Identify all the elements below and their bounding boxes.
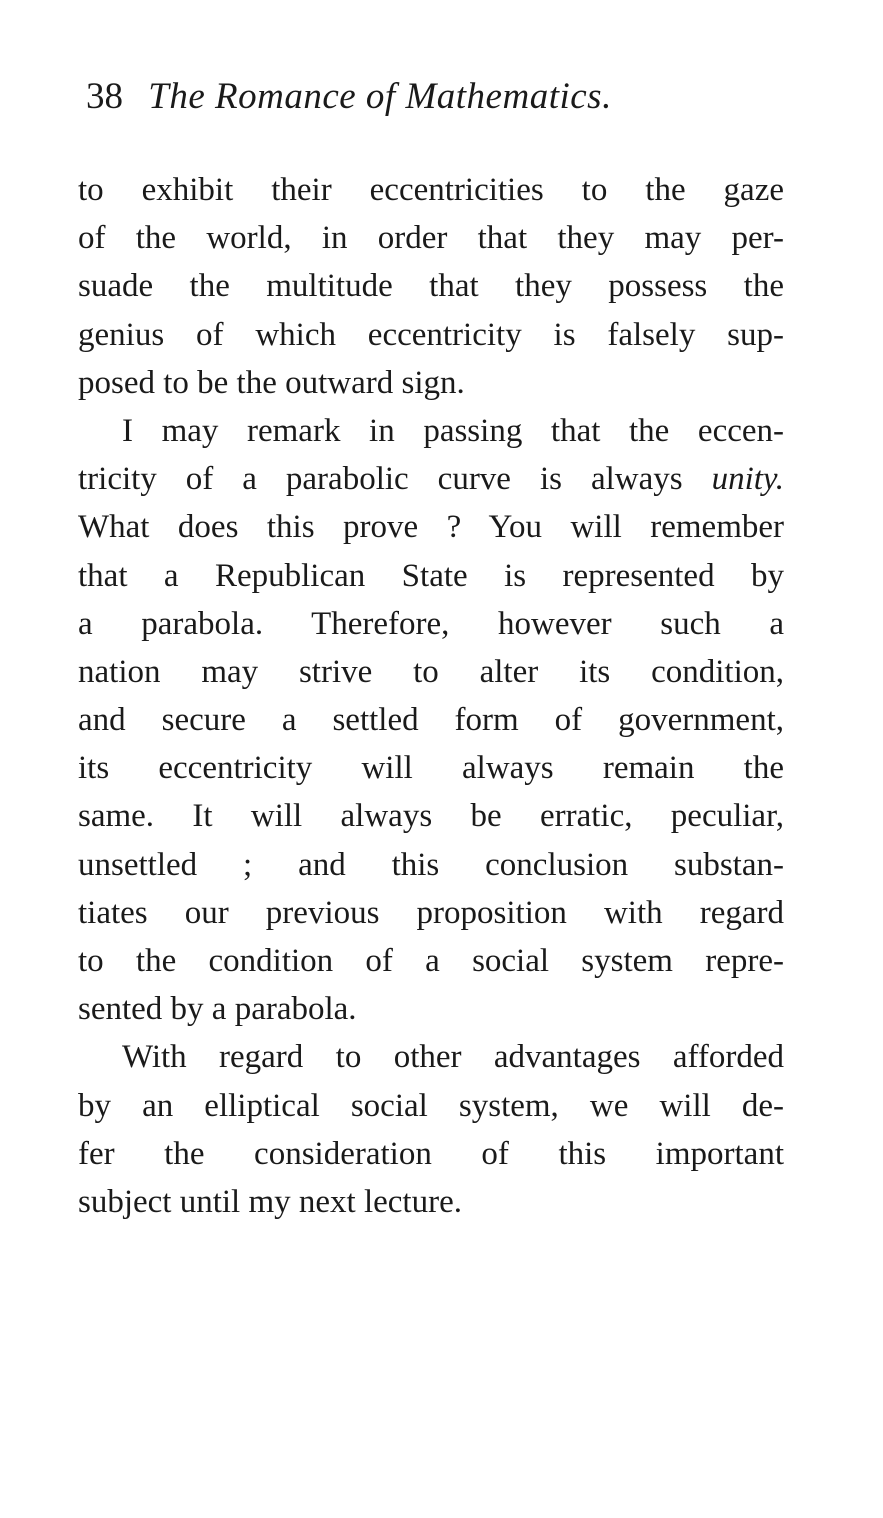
- text-line: its eccentricity will always remain the: [78, 750, 784, 787]
- text-line: tiates our previous proposition with regard: [78, 894, 784, 931]
- text-line: posed to be the outward sign.: [78, 364, 465, 401]
- text-line: fer the consideration of this important: [78, 1135, 784, 1172]
- paragraph-3: [78, 1033, 784, 1226]
- text-line: same. It will always be erratic, peculiar,: [78, 798, 784, 835]
- text-line: of the world, in order that they may per-: [78, 220, 784, 257]
- text-line-with-italic: [78, 455, 784, 503]
- text-line: to exhibit their eccentricities to the gaze: [78, 172, 784, 208]
- running-head: [86, 72, 786, 122]
- text-line: sented by a parabola.: [78, 991, 357, 1028]
- text-segment: tricity of a parabolic curve is always: [78, 461, 683, 498]
- text-line: unsettled ; and this conclusion substan-: [78, 846, 784, 883]
- running-title: The Romance of Mathematics.: [148, 76, 612, 117]
- body-text: [78, 166, 784, 1226]
- paragraph-1: [78, 166, 784, 407]
- text-line: What does this prove ? You will remember: [78, 509, 784, 546]
- text-line: nation may strive to alter its condition,: [78, 653, 784, 690]
- text-line: a parabola. Therefore, however such a: [78, 605, 784, 642]
- page-number: 38: [86, 76, 123, 117]
- italic-word: unity.: [711, 461, 784, 498]
- text-line: genius of which eccentricity is falsely sup-: [78, 316, 784, 353]
- text-line: and secure a settled form of government,: [78, 702, 784, 739]
- text-line: suade the multitude that they possess the: [78, 268, 784, 305]
- text-line: With regard to other advantages afforded: [122, 1039, 784, 1076]
- text-line: I may remark in passing that the eccen-: [122, 412, 784, 449]
- text-line: that a Republican State is represented by: [78, 557, 784, 594]
- text-line: by an elliptical social system, we will de-: [78, 1087, 784, 1124]
- text-line: to the condition of a social system repre-: [78, 943, 784, 979]
- text-line: subject until my next lecture.: [78, 1183, 462, 1220]
- paragraph-2: [78, 407, 784, 1033]
